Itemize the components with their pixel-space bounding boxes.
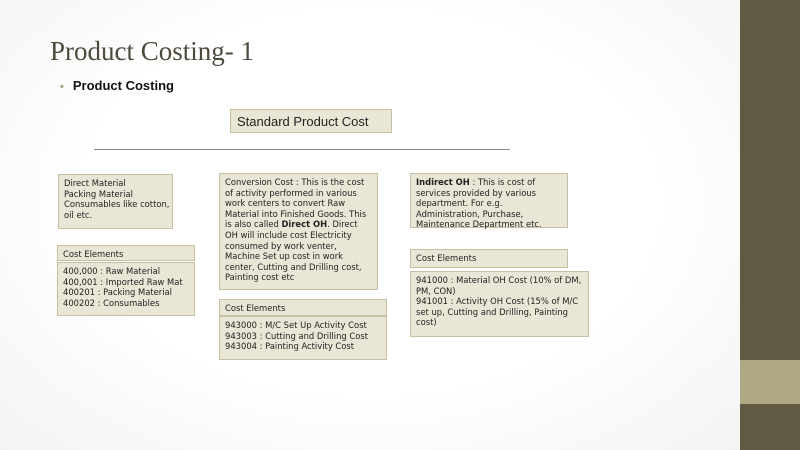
cost-elements-header-conversion: Cost Elements xyxy=(219,299,387,316)
sidebar-band-bottom xyxy=(740,404,800,450)
cost-elements-list-conversion xyxy=(219,316,387,360)
bullet-item xyxy=(60,78,174,93)
cost-element-item: 400,000 : Raw Material xyxy=(63,266,161,276)
cost-element-item: 941000 : Material OH Cost (10% of DM, PM, CON) xyxy=(416,275,582,296)
conversion-text-before: Conversion Cost : This is the cost of activity performed in various work centers to convert Raw Material into Finished Goods. This is also called xyxy=(225,177,367,230)
conversion-cost-box xyxy=(219,173,378,290)
direct-oh-term: Direct OH xyxy=(281,219,328,230)
cost-elements-header-material: Cost Elements xyxy=(57,245,195,261)
indirect-oh-desc: : This is cost of services provided by various department. For e.g. Administration, Purchase, Maintenance Department etc. xyxy=(416,177,542,230)
cost-elements-list-material xyxy=(57,262,195,316)
cost-element-item: 400202 : Consumables xyxy=(63,297,160,308)
sidebar-band-middle xyxy=(740,360,800,404)
indirect-oh-text xyxy=(416,177,562,230)
indirect-oh-box xyxy=(410,173,568,228)
sidebar-band-top xyxy=(740,0,800,360)
cost-element-item: 941001 : Activity OH Cost (15% of M/C set up, Cutting and Drilling, Painting cost) xyxy=(416,296,579,328)
cost-element-item: 400,001 : Imported Raw Mat xyxy=(63,276,183,287)
indirect-oh-term: Indirect OH xyxy=(416,177,470,187)
cost-elements-list-indirect xyxy=(410,271,589,337)
standard-product-cost-box: Standard Product Cost xyxy=(230,109,392,133)
cost-element-item: 943003 : Cutting and Drilling Cost xyxy=(225,330,368,341)
conversion-cost-text xyxy=(225,177,372,283)
cost-element-item: 943000 : M/C Set Up Activity Cost xyxy=(225,320,367,330)
direct-material-box xyxy=(58,174,173,229)
cost-elements-header-indirect: Cost Elements xyxy=(410,249,568,268)
packing-material-line: Packing Material xyxy=(64,188,133,199)
consumables-line: Consumables like cotton, xyxy=(64,199,170,210)
divider-line xyxy=(94,149,510,150)
conversion-text-after: . Direct OH will include cost Electricity consumed by work venter, Machine Set up cost in work center, Cutting and Drilling cost, Painting cost etc xyxy=(225,219,362,283)
direct-material-line: Direct Material xyxy=(64,178,126,188)
cost-element-item: 943004 : Painting Activity Cost xyxy=(225,341,355,352)
consumables-line-cont: oil etc. xyxy=(64,209,93,220)
bullet-dot-icon: • xyxy=(60,81,64,93)
slide-title: Product Costing- 1 xyxy=(50,36,255,66)
bullet-text: Product Costing xyxy=(72,78,174,93)
cost-element-item: 400201 : Packing Material xyxy=(63,287,173,298)
